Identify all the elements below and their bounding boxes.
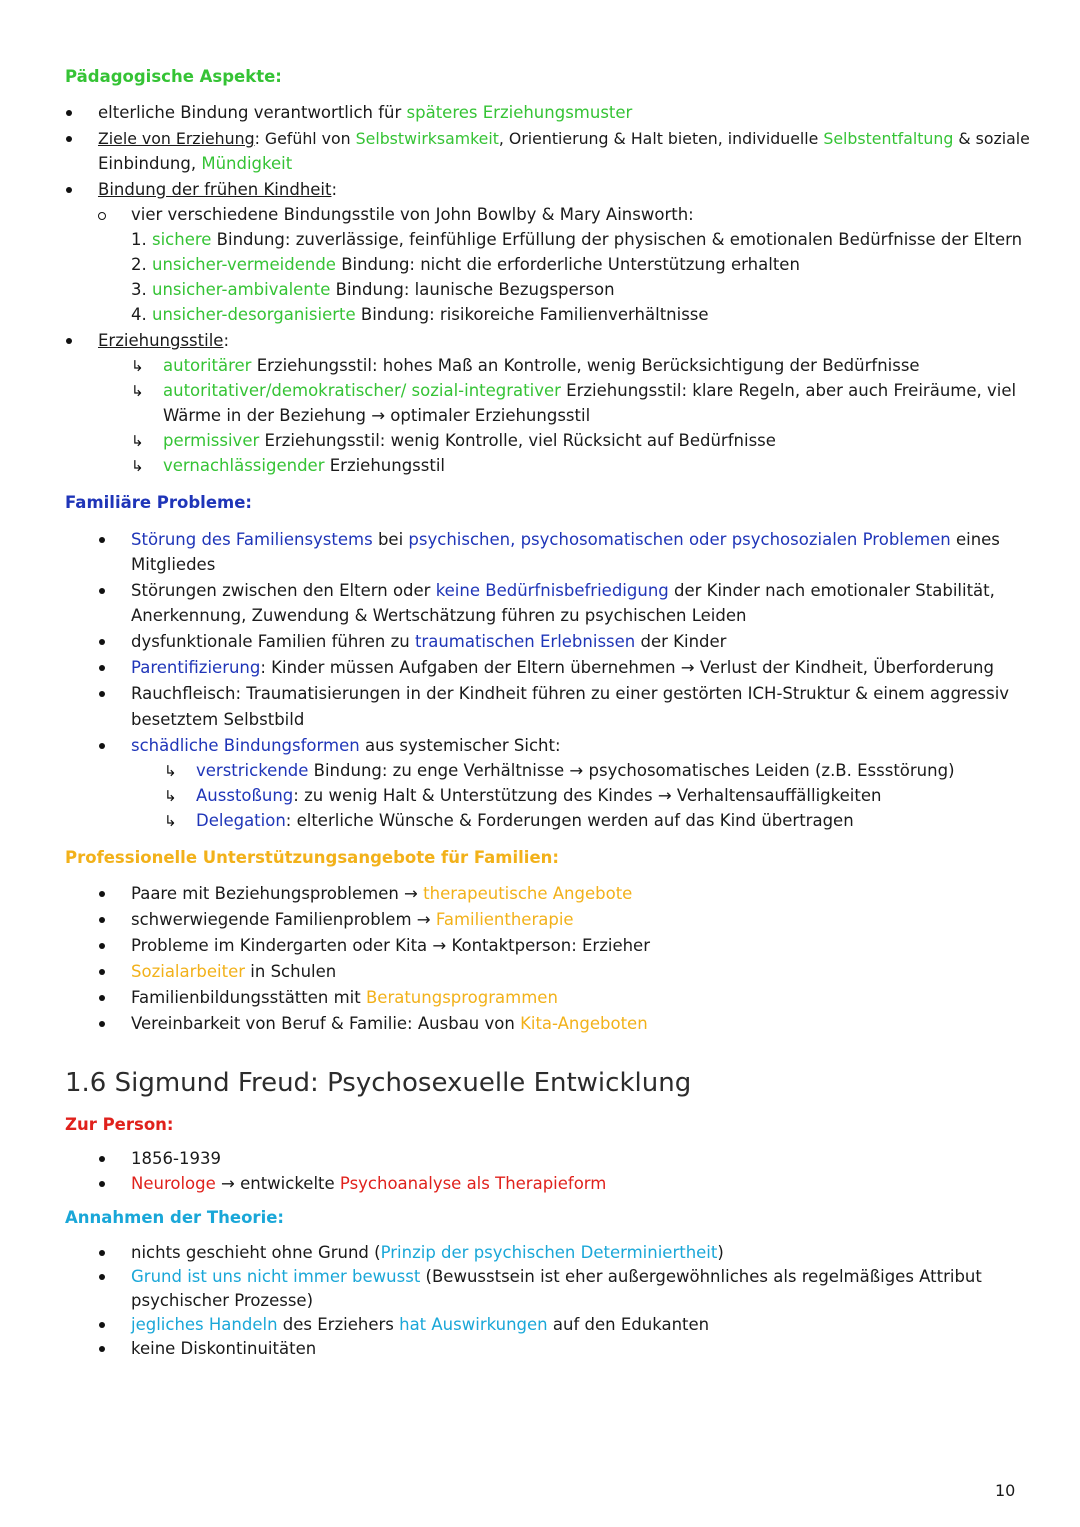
numbered-item: 4. unsicher-desorganisierte Bindung: risikoreiche Familienverhältnisse (131, 305, 709, 324)
list-item: Bindung der frühen Kindheit: (98, 180, 338, 199)
bullet (99, 1250, 105, 1256)
list-item-continuation: Mitgliedes (131, 555, 216, 574)
return-arrow-icon: ↳ (164, 812, 177, 830)
bullet (99, 917, 105, 923)
list-item: elterliche Bindung verantwortlich für späteres Erziehungsmuster (98, 103, 633, 122)
arrow-item: autoritativer/demokratischer/ sozial-integrativer Erziehungsstil: klare Regeln, aber auch Freiräume, viel (163, 381, 1017, 400)
bullet (99, 537, 105, 543)
numbered-item: 2. unsicher-vermeidende Bindung: nicht die erforderliche Unterstützung erhalten (131, 255, 800, 274)
list-item-continuation: Einbindung, Mündigkeit (98, 154, 293, 173)
heading-paedagogische-aspekte: Pädagogische Aspekte: (65, 67, 282, 86)
bullet (99, 1156, 105, 1162)
return-arrow-icon: ↳ (164, 787, 177, 805)
list-item-continuation: Anerkennung, Zuwendung & Wertschätzung führen zu psychischen Leiden (131, 606, 747, 625)
page-number: 10 (995, 1481, 1016, 1500)
bullet (99, 1181, 105, 1187)
bullet (99, 1274, 105, 1280)
heading-familiaere-probleme: Familiäre Probleme: (65, 493, 253, 512)
bullet (99, 891, 105, 897)
list-item: keine Diskontinuitäten (131, 1339, 317, 1358)
return-arrow-icon: ↳ (131, 382, 144, 400)
list-item: schwerwiegende Familienproblem → Familientherapie (131, 910, 574, 929)
bullet (99, 969, 105, 975)
bullet (99, 665, 105, 671)
return-arrow-icon: ↳ (131, 432, 144, 450)
bullet (66, 110, 72, 116)
bullet (66, 338, 72, 344)
heading-annahmen-der-theorie: Annahmen der Theorie: (65, 1208, 285, 1227)
list-item: Störung des Familiensystems bei psychischen, psychosomatischen oder psychosozialen Problemen eines (131, 530, 1000, 549)
arrow-item: Ausstoßung: zu wenig Halt & Unterstützung des Kindes → Verhaltensauffälligkeiten (196, 786, 882, 805)
open-bullet (98, 212, 106, 220)
arrow-item: verstrickende Bindung: zu enge Verhältnisse → psychosomatisches Leiden (z.B. Essstörung) (196, 761, 955, 780)
list-item: nichts geschieht ohne Grund (Prinzip der psychischen Determiniertheit) (131, 1243, 724, 1262)
list-item: Sozialarbeiter in Schulen (131, 962, 337, 981)
list-item: Erziehungsstile: (98, 331, 229, 350)
bullet (99, 588, 105, 594)
list-item: Grund ist uns nicht immer bewusst (Bewusstsein ist eher außergewöhnliches als regelmäßiges Attribut (131, 1267, 982, 1286)
bullet (99, 943, 105, 949)
bullet (99, 1322, 105, 1328)
list-item: vier verschiedene Bindungsstile von John Bowlby & Mary Ainsworth: (131, 205, 694, 224)
return-arrow-icon: ↳ (164, 762, 177, 780)
list-item: jegliches Handeln des Erziehers hat Auswirkungen auf den Edukanten (131, 1315, 710, 1334)
return-arrow-icon: ↳ (131, 357, 144, 375)
bullet (99, 639, 105, 645)
list-item: 1856-1939 (131, 1149, 221, 1168)
heading-professionelle-unterstuetzung: Professionelle Unterstützungsangebote für Familien: (65, 848, 559, 867)
list-item: schädliche Bindungsformen aus systemischer Sicht: (131, 736, 561, 755)
heading-zur-person: Zur Person: (65, 1115, 174, 1134)
list-item: Störungen zwischen den Eltern oder keine Bedürfnisbefriedigung der Kinder nach emotionaler Stabilität, (131, 581, 995, 600)
numbered-item: 1. sichere Bindung: zuverlässige, feinfühlige Erfüllung der physischen & emotionalen Bedürfnisse der Eltern (131, 230, 1023, 249)
arrow-item: autoritärer Erziehungsstil: hohes Maß an Kontrolle, wenig Berücksichtigung der Bedürfnisse (163, 356, 920, 375)
list-item-continuation: besetztem Selbstbild (131, 710, 305, 729)
bullet (99, 1021, 105, 1027)
return-arrow-icon: ↳ (131, 457, 144, 475)
bullet (99, 995, 105, 1001)
section-title: 1.6 Sigmund Freud: Psychosexuelle Entwicklung (65, 1068, 692, 1098)
bullet (66, 136, 72, 142)
bullet (99, 1346, 105, 1352)
numbered-item: 3. unsicher-ambivalente Bindung: launische Bezugsperson (131, 280, 615, 299)
list-item: dysfunktionale Familien führen zu traumatischen Erlebnissen der Kinder (131, 632, 727, 651)
arrow-item: permissiver Erziehungsstil: wenig Kontrolle, viel Rücksicht auf Bedürfnisse (163, 431, 776, 450)
bullet (66, 187, 72, 193)
list-item: Familienbildungsstätten mit Beratungsprogrammen (131, 988, 558, 1007)
arrow-item-continuation: Wärme in der Beziehung → optimaler Erziehungsstil (163, 406, 591, 425)
list-item: Paare mit Beziehungsproblemen → therapeutische Angebote (131, 884, 633, 903)
bullet (99, 743, 105, 749)
list-item: Rauchfleisch: Traumatisierungen in der Kindheit führen zu einer gestörten ICH-Struktur & einem aggressiv (131, 684, 1010, 703)
list-item: Neurologe → entwickelte Psychoanalyse als Therapieform (131, 1174, 607, 1193)
list-item: Vereinbarkeit von Beruf & Familie: Ausbau von Kita-Angeboten (131, 1014, 648, 1033)
list-item-continuation: psychischer Prozesse) (131, 1291, 314, 1310)
list-item: Parentifizierung: Kinder müssen Aufgaben der Eltern übernehmen → Verlust der Kindheit, Überforderung (131, 658, 994, 677)
list-item: Ziele von Erziehung: Gefühl von Selbstwirksamkeit, Orientierung & Halt bieten, individuelle Selbstentfaltung & soziale (98, 129, 1030, 148)
list-item: Probleme im Kindergarten oder Kita → Kontaktperson: Erzieher (131, 936, 650, 955)
bullet (99, 691, 105, 697)
arrow-item: vernachlässigender Erziehungsstil (163, 456, 446, 475)
arrow-item: Delegation: elterliche Wünsche & Forderungen werden auf das Kind übertragen (196, 811, 854, 830)
